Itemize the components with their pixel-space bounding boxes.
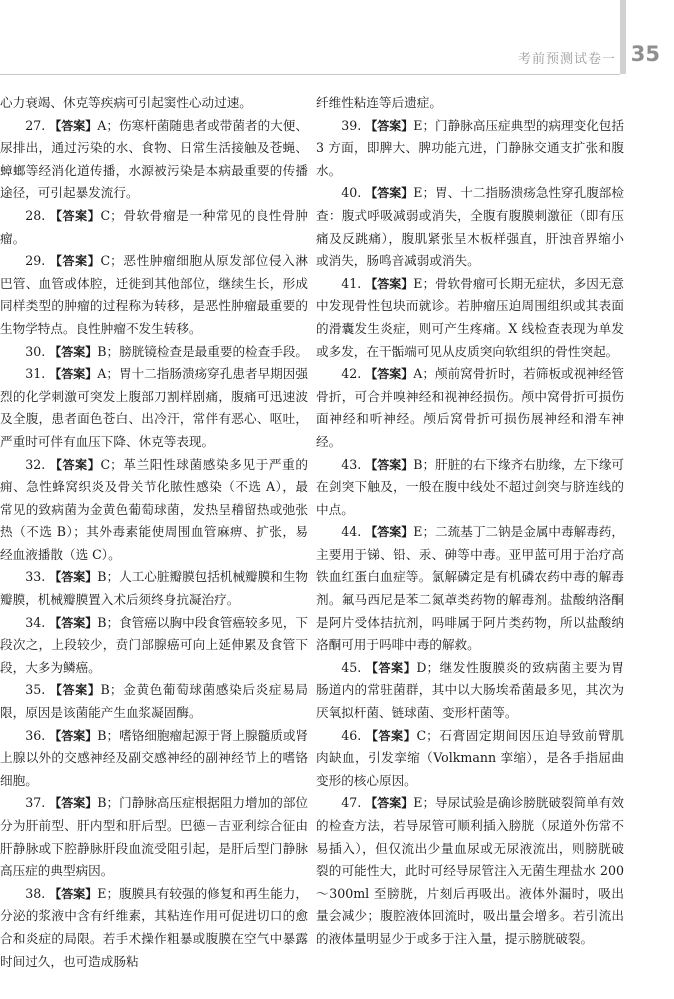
question-number: 33. [25,569,46,585]
question-number: 27. [25,117,46,133]
answer-text: 恶性肿瘤细胞从原发部位侵入淋巴管、血管或体腔，迁徙到其他部位，继续生长，形成同样类型的肿瘤的过程称为转移，是恶性肿瘤最重要的生物学特点。良性肿瘤不发生转移。 [0,253,308,336]
answer-letter: C [100,456,111,472]
answer-text: 颅前窝骨折时，若筛板或视神经管骨折，可合并嗅神经和视神经损伤。颅中窝骨折可损伤面神经和听神经。颅后窝骨折可损伤展神经和滑车神经。 [316,366,624,449]
answer-text: 革兰阳性球菌感染多见于严重的痈、急性蜂窝织炎及骨关节化脓性感染（不选 A），最常见的致病菌为金黄色葡萄球菌，发热呈稽留热或弛张热（不选 B）；其外毒素能使周围血管麻痹、扩张，易经血液播散（选 C）。 [0,456,308,562]
answer-item: 36. 【答案】B；嗜铬细胞瘤起源于肾上腺髓质或肾上腺以外的交感神经及副交感神经的副神经节上的嗜铬细胞。 [0,727,309,788]
answer-letter: B [97,614,107,630]
answer-label: 【答案】 [365,367,414,382]
answer-text: 二巯基丁二钠是金属中毒解毒药，主要用于锑、铅、汞、砷等中毒。亚甲蓝可用于治疗高铁血红蛋白血症等。氯解磷定是有机磷农药中毒的解毒剂。氟马西尼是苯二氮䓬类药物的解毒剂。盐酸纳洛酮是阿片受体拮抗剂，吗啡属于阿片类药物，所以盐酸纳洛酮可用于吗啡中毒的解救。 [316,524,624,653]
answer-text: 胃、十二指肠溃疡急性穿孔腹部检查：腹式呼吸减弱或消失，全腹有腹膜刺激征（即有压痛及反跳痛），腹肌紧张呈木板样强直，肝浊音界缩小或消失，肠鸣音减弱或消失。 [316,185,624,269]
question-number: 37. [25,795,46,811]
answer-label: 【答案】 [49,457,101,472]
page-edge-tab [620,0,626,74]
answer-text: 纤维性粘连等后遗症。 [316,95,442,110]
answer-text: 食管癌以胸中段食管癌较多见，下段次之，上段较少，贲门部腺癌可向上延伸累及食管下段，大多为鳞癌。 [0,614,309,675]
answer-item: 47. 【答案】E；导尿试验是确诊膀胱破裂简单有效的检查方法，若导尿管可顺利插入膀胱（尿道外伤常不易插入），但仅流出少量血尿或无尿液流出，则膀胱破裂的可能性大，此时可经导尿管注入无菌生理盐水 200～300ml 至膀胱，片刻后再吸出。液体外漏时，吸出量会减少；腹腔液体回流时，吸出量会增多。若引流出的液体量明显少于或多于注入量，提示膀胱破裂。 [316,795,624,946]
question-number: 45. [341,659,362,675]
answer-text: 金黄色葡萄球菌感染后炎症易局限，原因是该菌能产生血浆凝固酶。 [0,682,308,721]
answer-label: 【答案】 [365,118,414,133]
answer-item: 29. 【答案】C；恶性肿瘤细胞从原发部位侵入淋巴管、血管或体腔，迁徙到其他部位，继续生长，形成同样类型的肿瘤的过程称为转移，是恶性肿瘤最重要的生物学特点。良性肿瘤不发生转移。 [0,253,308,336]
question-number: 46. [341,727,362,743]
answer-item: 32. 【答案】C；革兰阳性球菌感染多见于严重的痈、急性蜂窝织炎及骨关节化脓性感染（不选 A），最常见的致病菌为金黄色葡萄球菌，发热呈稽留热或弛张热（不选 B）；其外毒素能使周围血管麻痹、扩张，易经血液播散（选 C）。 [0,456,308,562]
answer-label: 【答案】 [49,570,98,585]
answer-text: 门静脉高压症典型的病理变化包括 3 方面，即脾大、脾功能亢进，门静脉交通支扩张和腹水。 [316,117,624,178]
answer-label: 【答案】 [365,186,414,201]
answer-label: 【答案】 [49,208,101,223]
answer-label: 【答案】 [365,276,414,291]
answer-letter: E [97,885,107,901]
answer-letter: B [413,456,423,472]
question-number: 35. [25,682,46,698]
answer-letter: A [97,117,107,133]
answer-item: 34. 【答案】B；食管癌以胸中段食管癌较多见，下段次之，上段较少，贲门部腺癌可向上延伸累及食管下段，大多为鳞癌。 [0,614,309,675]
answer-item: 40. 【答案】E；胃、十二指肠溃疡急性穿孔腹部检查：腹式呼吸减弱或消失，全腹有腹膜刺激征（即有压痛及反跳痛），腹肌紧张呈木板样强直，肝浊音界缩小或消失，肠鸣音减弱或消失。 [316,185,624,269]
answer-letter: C [416,727,427,743]
answer-item: 39. 【答案】E；门静脉高压症典型的病理变化包括 3 方面，即脾大、脾功能亢进，门静脉交通支扩张和腹水。 [316,117,624,178]
answer-item: 44. 【答案】E；二巯基丁二钠是金属中毒解毒药，主要用于锑、铅、汞、砷等中毒。亚甲蓝可用于治疗高铁血红蛋白血症等。氯解磷定是有机磷农药中毒的解毒剂。氟马西尼是苯二氮䓬类药物的解毒剂。盐酸纳洛酮是阿片受体拮抗剂，吗啡属于阿片类药物，所以盐酸纳洛酮可用于吗啡中毒的解救。 [316,524,624,653]
right-column [316,92,624,951]
answer-text: 嗜铬细胞瘤起源于肾上腺髓质或肾上腺以外的交感神经及副交感神经的副神经节上的嗜铬细胞。 [0,727,309,788]
answer-item: 42. 【答案】A；颅前窝骨折时，若筛板或视神经管骨折，可合并嗅神经和视神经损伤。颅中窝骨折可损伤面神经和听神经。颅后窝骨折可损伤展神经和滑车神经。 [316,366,624,449]
answer-letter: B [97,343,107,359]
question-number: 44. [341,524,362,540]
answer-label: 【答案】 [49,728,98,743]
answer-text: 伤寒杆菌随患者或带菌者的大便、尿排出，通过污染的水、食物、日常生活接触及苍蝇、蟑螂等经消化道传播，水源被污染是本病最重要的传播途径，可引起暴发流行。 [0,117,308,201]
answer-letter: B [97,727,107,743]
question-number: 47. [341,795,362,811]
question-number: 31. [25,366,46,382]
answer-letter: B [97,569,107,585]
answer-label: 【答案】 [49,118,98,133]
answer-item: 45. 【答案】D；继发性腹膜炎的致病菌主要为胃肠道内的常驻菌群，其中以大肠埃希菌最多见，其次为厌氧拟杆菌、链球菌、变形杆菌等。 [316,659,624,721]
answer-label: 【答案】 [365,457,414,472]
header-divider [0,74,620,75]
answer-letter: C [100,253,111,269]
answer-letter: E [413,185,423,201]
answer-item: 30. 【答案】B；膀胱镜检查是最重要的检查手段。 [25,343,309,359]
answer-item: 28. 【答案】C；骨软骨瘤是一种常见的良性骨肿瘤。 [0,207,308,246]
answer-item: 35. 【答案】B；金黄色葡萄球菌感染后炎症易局限，原因是该菌能产生血浆凝固酶。 [0,682,308,721]
answer-label: 【答案】 [49,886,98,901]
answer-label: 【答案】 [365,728,417,743]
question-number: 29. [25,253,46,269]
answer-text: 门静脉高压症根据阻力增加的部位分为肝前型、肝内型和肝后型。巴德－吉亚利综合征由肝静脉或下腔静脉肝段血流受阻引起，是肝后型门静脉高压症的典型病因。 [0,795,309,879]
answer-letter: B [100,682,110,698]
answer-label: 【答案】 [49,367,98,382]
answer-text: 导尿试验是确诊膀胱破裂简单有效的检查方法，若导尿管可顺利插入膀胱（尿道外伤常不易插入），但仅流出少量血尿或无尿液流出，则膀胱破裂的可能性大，此时可经导尿管注入无菌生理盐水 200～300ml 至膀胱，片刻后再吸出。液体外漏时，吸出量会减少；腹腔液体回流时，吸出量会增多。若引流出的液体量明显少于或多于注入量，提示膀胱破裂。 [316,795,624,946]
question-number: 30. [25,343,46,359]
answer-letter: A [97,366,107,382]
answer-item: 31. 【答案】A；胃十二指肠溃疡穿孔患者早期因强烈的化学刺激可突发上腹部刀割样剧痛，腹痛可迅速波及全腹，患者面色苍白、出冷汗，常伴有恶心、呕吐，严重时可伴有血压下降、休克等表现。 [0,366,308,449]
answer-text: 心力衰竭、休克等疾病可引起窦性心动过速。 [0,95,252,110]
answer-item: 43. 【答案】B；肝脏的右下缘齐右肋缘，左下缘可在剑突下触及，一般在腹中线处不超过剑突与脐连线的中点。 [316,456,625,517]
answer-label: 【答案】 [49,683,101,698]
answer-text: 人工心脏瓣膜包括机械瓣膜和生物瓣膜，机械瓣膜置入术后须终身抗凝治疗。 [0,569,309,608]
answer-text: 膀胱镜检查是最重要的检查手段。 [119,343,309,359]
answer-letter: B [97,795,107,811]
question-number: 32. [25,456,46,472]
answer-label: 【答案】 [365,796,414,811]
answer-letter: D [416,659,427,675]
question-number: 34. [25,614,46,630]
question-number: 38. [25,885,46,901]
answer-text: 肝脏的右下缘齐右肋缘，左下缘可在剑突下触及，一般在腹中线处不超过剑突与脐连线的中点。 [316,456,625,517]
answer-item: 37. 【答案】B；门静脉高压症根据阻力增加的部位分为肝前型、肝内型和肝后型。巴德－吉亚利综合征由肝静脉或下腔静脉肝段血流受阻引起，是肝后型门静脉高压症的典型病因。 [0,795,309,879]
answer-label: 【答案】 [49,796,98,811]
answer-letter: E [413,275,423,291]
answer-item: 33. 【答案】B；人工心脏瓣膜包括机械瓣膜和生物瓣膜，机械瓣膜置入术后须终身抗凝治疗。 [0,569,309,608]
answer-text: 胃十二指肠溃疡穿孔患者早期因强烈的化学刺激可突发上腹部刀割样剧痛，腹痛可迅速波及全腹，患者面色苍白、出冷汗，常伴有恶心、呕吐，严重时可伴有血压下降、休克等表现。 [0,366,308,449]
answer-text: 石膏固定期间因压迫导致前臂肌肉缺血，引发挛缩（Volkmann 挛缩），是各手指屈曲变形的核心原因。 [316,727,624,788]
page-number: 35 [630,42,660,66]
question-number: 40. [341,185,362,201]
answer-label: 【答案】 [365,660,417,675]
answer-item: 27. 【答案】A；伤寒杆菌随患者或带菌者的大便、尿排出，通过污染的水、食物、日常生活接触及苍蝇、蟑螂等经消化道传播，水源被污染是本病最重要的传播途径，可引起暴发流行。 [0,117,308,201]
question-number: 39. [341,117,362,133]
continued-paragraph [316,92,624,115]
left-column [0,92,308,973]
answer-label: 【答案】 [49,344,98,359]
answer-label: 【答案】 [49,254,101,269]
answer-letter: A [413,366,423,382]
answer-item: 41. 【答案】E；骨软骨瘤可长期无症状，多因无意中发现骨性包块而就诊。若肿瘤压迫周围组织或其表面的滑囊发生炎症，则可产生疼痛。X 线检查表现为单发或多发，在干骺端可见从皮质突向软组织的骨性突起。 [316,275,624,359]
question-number: 43. [341,456,362,472]
question-number: 42. [341,366,362,382]
question-number: 41. [341,275,362,291]
answer-text: 腹膜具有较强的修复和再生能力，分泌的浆液中含有纤维素，其粘连作用可促进切口的愈合和炎症的局限。若手术操作粗暴或腹膜在空气中暴露时间过久，也可造成肠粘 [0,885,308,969]
answer-letter: E [413,795,423,811]
answer-text: 骨软骨瘤是一种常见的良性骨肿瘤。 [0,207,308,246]
answer-letter: E [413,524,423,540]
answer-letter: E [413,117,423,133]
answer-item: 38. 【答案】E；腹膜具有较强的修复和再生能力，分泌的浆液中含有纤维素，其粘连作用可促进切口的愈合和炎症的局限。若手术操作粗暴或腹膜在空气中暴露时间过久，也可造成肠粘 [0,885,308,969]
question-number: 36. [25,727,46,743]
answer-label: 【答案】 [49,615,98,630]
answer-text: 继发性腹膜炎的致病菌主要为胃肠道内的常驻菌群，其中以大肠埃希菌最多见，其次为厌氧拟杆菌、链球菌、变形杆菌等。 [316,659,624,721]
continued-paragraph [0,92,308,115]
answer-letter: C [100,207,111,223]
running-header-title: 考前预测试卷一 [517,52,616,67]
answer-item: 46. 【答案】C；石膏固定期间因压迫导致前臂肌肉缺血，引发挛缩（Volkmann 挛缩），是各手指屈曲变形的核心原因。 [316,727,624,788]
answer-label: 【答案】 [365,525,414,540]
answer-text: 骨软骨瘤可长期无症状，多因无意中发现骨性包块而就诊。若肿瘤压迫周围组织或其表面的滑囊发生炎症，则可产生疼痛。X 线检查表现为单发或多发，在干骺端可见从皮质突向软组织的骨性突起。 [316,275,624,359]
question-number: 28. [25,207,46,223]
